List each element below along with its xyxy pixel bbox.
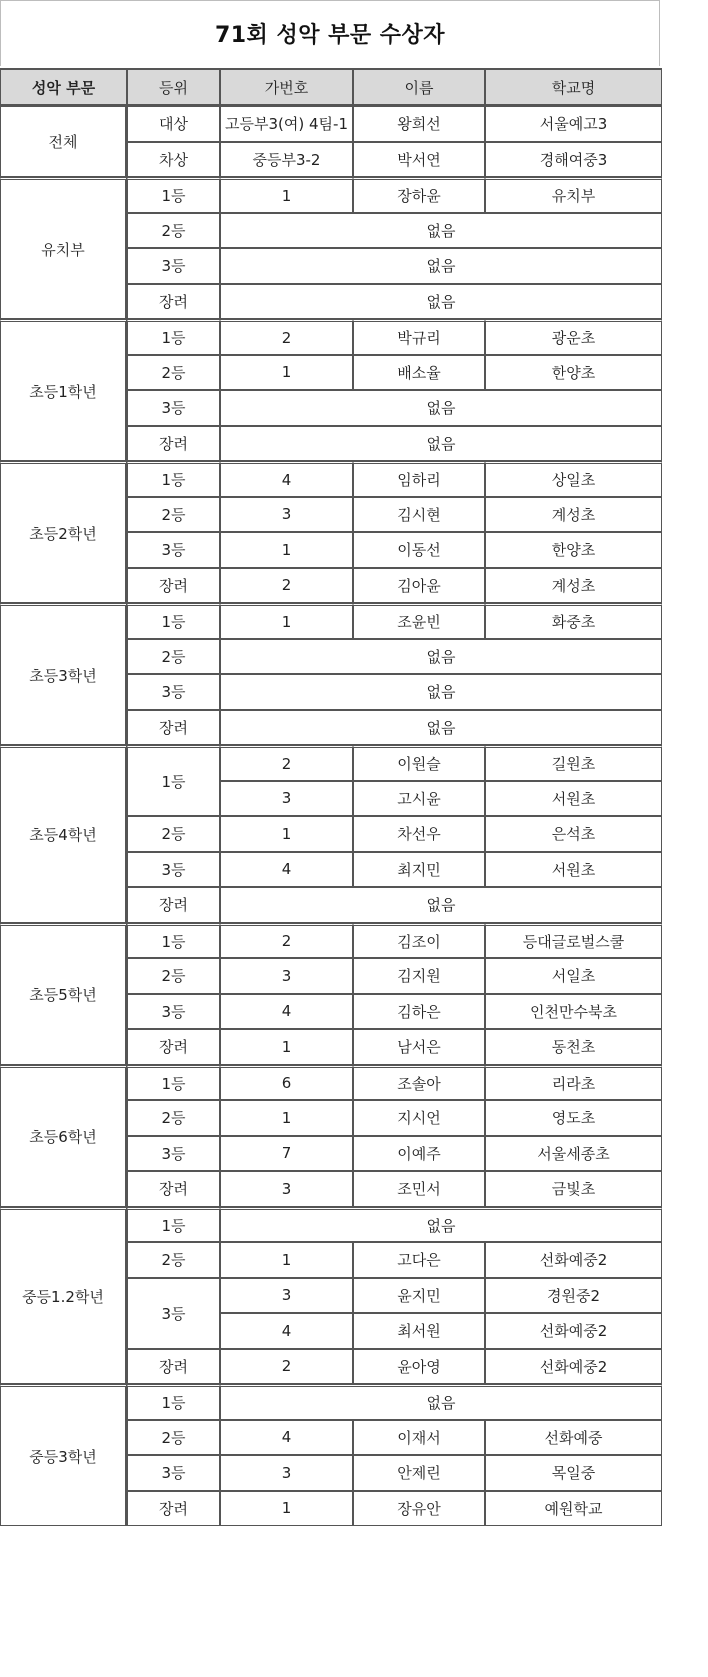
name-cell: 안제린 [353, 1455, 485, 1491]
rank-cell: 장려 [127, 1029, 220, 1065]
name-cell: 윤지민 [353, 1278, 485, 1314]
none-cell: 없음 [220, 426, 662, 462]
table-row [0, 177, 662, 213]
none-cell: 없음 [220, 248, 662, 284]
name-cell: 장유안 [353, 1491, 485, 1527]
category-cell: 초등2학년 [0, 461, 127, 603]
name-cell: 최서원 [353, 1313, 485, 1349]
rank-cell: 장려 [127, 1171, 220, 1207]
school-cell: 리라초 [485, 1065, 662, 1101]
name-cell: 차선우 [353, 816, 485, 852]
name-cell: 임하리 [353, 461, 485, 497]
school-cell: 예원학교 [485, 1491, 662, 1527]
rank-cell: 3등 [127, 248, 220, 284]
rank-cell: 1등 [127, 1207, 220, 1243]
number-cell: 1 [220, 1491, 353, 1527]
name-cell: 이동선 [353, 532, 485, 568]
rank-cell: 장려 [127, 426, 220, 462]
number-cell: 3 [220, 781, 353, 817]
rank-cell: 장려 [127, 568, 220, 604]
number-cell: 3 [220, 1171, 353, 1207]
table-row [0, 745, 662, 781]
name-cell: 김지원 [353, 958, 485, 994]
rank-cell: 2등 [127, 1242, 220, 1278]
number-cell: 1 [220, 532, 353, 568]
number-cell: 1 [220, 816, 353, 852]
name-cell: 조윤빈 [353, 603, 485, 639]
number-cell: 4 [220, 994, 353, 1030]
number-cell: 6 [220, 1065, 353, 1101]
table-row [0, 603, 662, 639]
school-cell: 서일초 [485, 958, 662, 994]
header-school: 학교명 [485, 68, 662, 106]
school-cell: 선화예중2 [485, 1313, 662, 1349]
rank-cell: 1등 [127, 923, 220, 959]
number-cell: 4 [220, 852, 353, 888]
category-cell: 초등5학년 [0, 923, 127, 1065]
name-cell: 왕희선 [353, 106, 485, 142]
school-cell: 서원초 [485, 781, 662, 817]
rank-cell: 3등 [127, 852, 220, 888]
number-cell: 2 [220, 745, 353, 781]
rank-cell: 2등 [127, 355, 220, 391]
none-cell: 없음 [220, 390, 662, 426]
number-cell: 4 [220, 1420, 353, 1456]
number-cell: 1 [220, 603, 353, 639]
table-row [0, 319, 662, 355]
school-cell: 서울예고3 [485, 106, 662, 142]
none-cell: 없음 [220, 887, 662, 923]
number-cell: 3 [220, 1278, 353, 1314]
none-cell: 없음 [220, 674, 662, 710]
number-cell: 4 [220, 1313, 353, 1349]
school-cell: 한양초 [485, 532, 662, 568]
school-cell: 계성초 [485, 568, 662, 604]
category-cell: 초등6학년 [0, 1065, 127, 1207]
name-cell: 배소율 [353, 355, 485, 391]
name-cell: 박규리 [353, 319, 485, 355]
none-cell: 없음 [220, 1207, 662, 1243]
rank-cell: 2등 [127, 213, 220, 249]
name-cell: 이예주 [353, 1136, 485, 1172]
rank-cell: 1등 [127, 745, 220, 816]
school-cell: 계성초 [485, 497, 662, 533]
rank-cell: 차상 [127, 142, 220, 178]
none-cell: 없음 [220, 639, 662, 675]
name-cell: 남서은 [353, 1029, 485, 1065]
none-cell: 없음 [220, 213, 662, 249]
name-cell: 이재서 [353, 1420, 485, 1456]
name-cell: 박서연 [353, 142, 485, 178]
school-cell: 금빛초 [485, 1171, 662, 1207]
number-cell: 1 [220, 177, 353, 213]
number-cell: 1 [220, 1100, 353, 1136]
rank-cell: 장려 [127, 710, 220, 746]
header-rank: 등위 [127, 68, 220, 106]
awards-table [0, 68, 662, 1526]
school-cell: 등대글로벌스쿨 [485, 923, 662, 959]
school-cell: 영도초 [485, 1100, 662, 1136]
number-cell: 4 [220, 461, 353, 497]
rank-cell: 2등 [127, 497, 220, 533]
category-cell: 초등1학년 [0, 319, 127, 461]
number-cell: 3 [220, 1455, 353, 1491]
page-title: 71회 성악 부문 수상자 [214, 23, 446, 48]
number-cell: 고등부3(여) 4팀-1 [220, 106, 353, 142]
category-cell: 중등3학년 [0, 1384, 127, 1526]
table-row [0, 461, 662, 497]
number-cell: 2 [220, 568, 353, 604]
category-cell: 중등1.2학년 [0, 1207, 127, 1385]
rank-cell: 2등 [127, 958, 220, 994]
number-cell: 1 [220, 1029, 353, 1065]
rank-cell: 3등 [127, 674, 220, 710]
title-box [0, 0, 660, 66]
school-cell: 서울세종초 [485, 1136, 662, 1172]
rank-cell: 1등 [127, 1384, 220, 1420]
name-cell: 최지민 [353, 852, 485, 888]
school-cell: 선화예중2 [485, 1242, 662, 1278]
name-cell: 김아윤 [353, 568, 485, 604]
table-row [0, 1207, 662, 1243]
rank-cell: 2등 [127, 1420, 220, 1456]
name-cell: 윤아영 [353, 1349, 485, 1385]
school-cell: 선화예중 [485, 1420, 662, 1456]
rank-cell: 3등 [127, 1136, 220, 1172]
rank-cell: 3등 [127, 1278, 220, 1349]
none-cell: 없음 [220, 284, 662, 320]
rank-cell: 3등 [127, 532, 220, 568]
rank-cell: 대상 [127, 106, 220, 142]
name-cell: 김시현 [353, 497, 485, 533]
table-row [0, 923, 662, 959]
header-number: 가번호 [220, 68, 353, 106]
category-cell: 전체 [0, 106, 127, 177]
header-row [0, 68, 662, 106]
name-cell: 고다은 [353, 1242, 485, 1278]
school-cell: 동천초 [485, 1029, 662, 1065]
table-row [0, 1065, 662, 1101]
name-cell: 김하은 [353, 994, 485, 1030]
table-body [0, 106, 662, 1526]
number-cell: 중등부3-2 [220, 142, 353, 178]
number-cell: 3 [220, 958, 353, 994]
header-name: 이름 [353, 68, 485, 106]
none-cell: 없음 [220, 1384, 662, 1420]
school-cell: 인천만수북초 [485, 994, 662, 1030]
school-cell: 은석초 [485, 816, 662, 852]
rank-cell: 2등 [127, 639, 220, 675]
name-cell: 김조이 [353, 923, 485, 959]
rank-cell: 3등 [127, 390, 220, 426]
name-cell: 조민서 [353, 1171, 485, 1207]
school-cell: 유치부 [485, 177, 662, 213]
number-cell: 2 [220, 1349, 353, 1385]
school-cell: 목일중 [485, 1455, 662, 1491]
school-cell: 경원중2 [485, 1278, 662, 1314]
category-cell: 초등3학년 [0, 603, 127, 745]
school-cell: 상일초 [485, 461, 662, 497]
header-category: 성악 부문 [0, 68, 127, 106]
school-cell: 경해여중3 [485, 142, 662, 178]
rank-cell: 1등 [127, 603, 220, 639]
name-cell: 이원슬 [353, 745, 485, 781]
table-row [0, 1384, 662, 1420]
category-cell: 유치부 [0, 177, 127, 319]
school-cell: 광운초 [485, 319, 662, 355]
none-cell: 없음 [220, 710, 662, 746]
number-cell: 3 [220, 497, 353, 533]
rank-cell: 장려 [127, 1349, 220, 1385]
rank-cell: 장려 [127, 284, 220, 320]
number-cell: 1 [220, 355, 353, 391]
number-cell: 7 [220, 1136, 353, 1172]
rank-cell: 장려 [127, 1491, 220, 1527]
category-cell: 초등4학년 [0, 745, 127, 923]
name-cell: 조솔아 [353, 1065, 485, 1101]
school-cell: 서원초 [485, 852, 662, 888]
name-cell: 장하윤 [353, 177, 485, 213]
name-cell: 지시언 [353, 1100, 485, 1136]
school-cell: 한양초 [485, 355, 662, 391]
rank-cell: 1등 [127, 319, 220, 355]
table-row [0, 106, 662, 142]
number-cell: 2 [220, 923, 353, 959]
school-cell: 선화예중2 [485, 1349, 662, 1385]
rank-cell: 3등 [127, 994, 220, 1030]
school-cell: 길원초 [485, 745, 662, 781]
rank-cell: 1등 [127, 177, 220, 213]
rank-cell: 1등 [127, 1065, 220, 1101]
school-cell: 화중초 [485, 603, 662, 639]
number-cell: 1 [220, 1242, 353, 1278]
number-cell: 2 [220, 319, 353, 355]
rank-cell: 2등 [127, 816, 220, 852]
rank-cell: 장려 [127, 887, 220, 923]
name-cell: 고시윤 [353, 781, 485, 817]
rank-cell: 3등 [127, 1455, 220, 1491]
rank-cell: 1등 [127, 461, 220, 497]
rank-cell: 2등 [127, 1100, 220, 1136]
